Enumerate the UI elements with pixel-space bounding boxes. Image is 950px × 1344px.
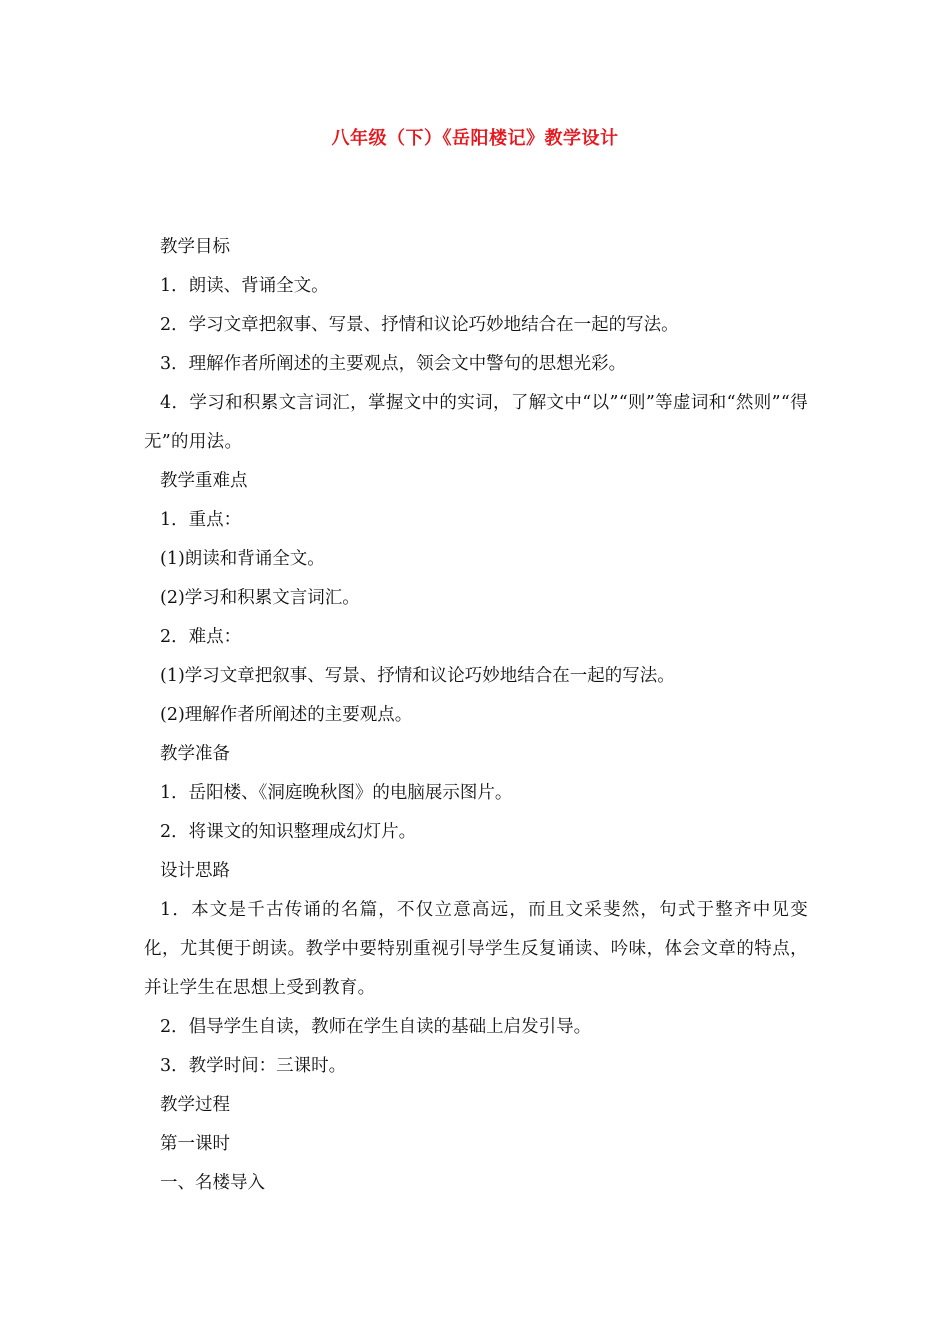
section-heading: 教学重难点 <box>160 471 248 491</box>
section-heading: 设计思路 <box>160 861 230 881</box>
section-heading: 教学过程 <box>160 1095 230 1115</box>
section-heading: 一、名楼导入 <box>160 1173 265 1193</box>
list-item: 2．将课文的知识整理成幻灯片。 <box>160 822 417 842</box>
section-heading: 教学准备 <box>160 744 230 764</box>
objective-item: 4．学习和积累文言词汇，掌握文中的实词，了解文中“以”“则”等虚词和“然则”“得无”的用法。 <box>144 393 808 452</box>
list-item: (1)学习文章把叙事、写景、抒情和议论巧妙地结合在一起的写法。 <box>160 666 675 686</box>
list-item: 1．岳阳楼、《洞庭晚秋图》的电脑展示图片。 <box>160 783 513 803</box>
list-item: 2．倡导学生自读，教师在学生自读的基础上启发引导。 <box>160 1017 592 1037</box>
list-item: (1)朗读和背诵全文。 <box>160 549 325 569</box>
list-item: 1．重点： <box>160 510 242 530</box>
list-item: 2．难点： <box>160 627 242 647</box>
list-item: (2)理解作者所阐述的主要观点。 <box>160 705 413 725</box>
document-body <box>144 228 808 1203</box>
section-heading: 第一课时 <box>160 1134 230 1154</box>
list-item: 3．教学时间：三课时。 <box>160 1056 347 1076</box>
objective-item: 3．理解作者所阐述的主要观点，领会文中警句的思想光彩。 <box>160 354 627 374</box>
section-heading: 教学目标 <box>160 237 230 257</box>
list-item: (2)学习和积累文言词汇。 <box>160 588 360 608</box>
objective-item: 1．朗读、背诵全文。 <box>160 276 329 296</box>
list-item: 1．本文是千古传诵的名篇，不仅立意高远，而且文采斐然，句式于整齐中见变化，尤其便于朗读。教学中要特别重视引导学生反复诵读、吟味，体会文章的特点，并让学生在思想上受到教育。 <box>144 900 808 998</box>
objective-item: 2．学习文章把叙事、写景、抒情和议论巧妙地结合在一起的写法。 <box>160 315 679 335</box>
document-title: 八年级（下）《岳阳楼记》教学设计 <box>331 128 619 149</box>
